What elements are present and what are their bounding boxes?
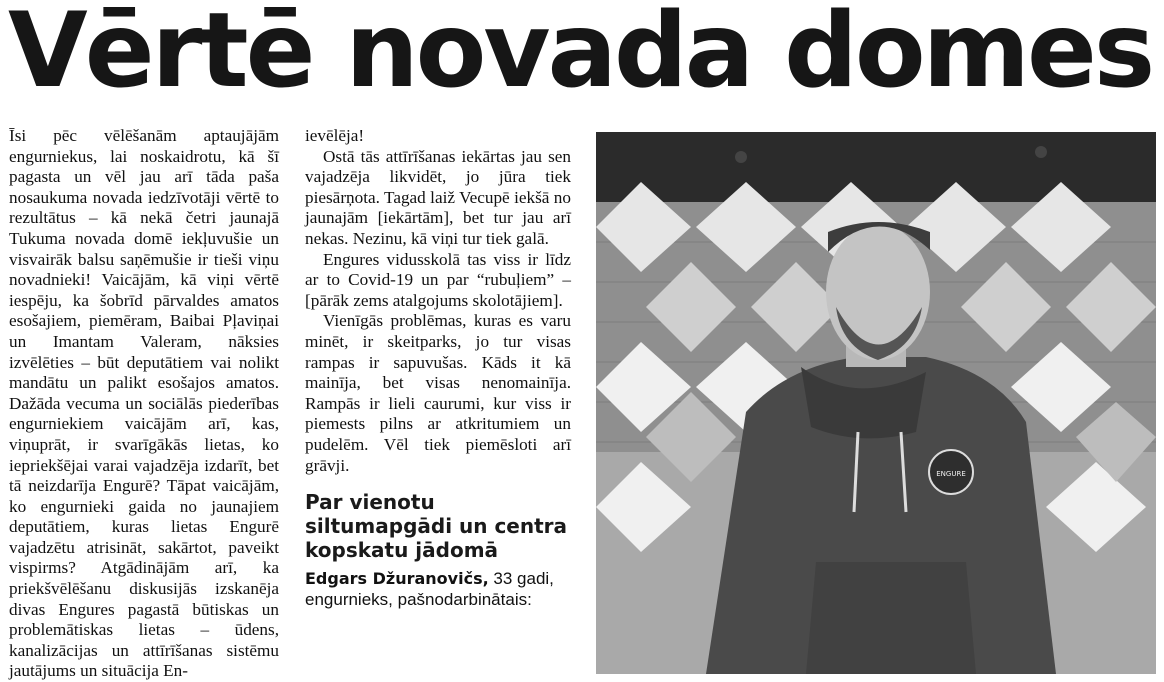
interviewee-name: Edgars Džuranovičs, — [305, 569, 489, 589]
section-subheading: Par vienotu siltumapgādi un centra kopskatu jādomā — [305, 490, 568, 563]
photo-illustration — [596, 132, 1156, 674]
paragraph: Ostā tās attīrīšanas iekārtas jau sen vajadzēja likvidēt, jo jūra tiek piesārņota. Tagad laiž Vecupē iekšā no jaunajām [iekārtām], bet tur jau arī nekas. Nezinu, kā viņi tur tiek galā. — [305, 146, 571, 248]
badge-text: ENGURE — [936, 470, 966, 478]
article-column-2 — [305, 126, 571, 610]
article-column-1 — [9, 126, 279, 682]
portrait-photo — [596, 132, 1156, 674]
paragraph: Vienīgās problēmas, kuras es varu minēt, ir skeitparks, jo tur visas rampas ir sapuvušas. Kāds it kā mainīja, bet visas nenomainīja. Rampās ir lieli caurumi, kur viss ir piemests pilns ar atkritumiem un pudelēm. Vēl tiek piemēsloti arī grāvji. — [305, 311, 571, 475]
interviewee-byline — [305, 568, 571, 610]
headline: Vērtē novada domes — [8, 0, 1153, 110]
paragraph: Engures vidusskolā tas viss ir līdz ar to Covid-19 un par “rubuļiem” – [pārāk zems atalgojums skolotājiem]. — [305, 249, 571, 310]
paragraph-continuation: ievēlēja! — [305, 126, 365, 145]
intro-paragraph: Īsi pēc vēlēšanām aptaujājām engurniekus, lai noskaidrotu, kā šī pagasta un vēl jau arī tāda paša nosaukuma novada iedzīvotāji vērtē to rezultātus – kā nekā četri jaunajā Tukuma novada domē iekļuvušie un visvairāk balsu saņēmušie ir tieši viņu novadnieki! Vaicājām, kā viņi vērtē iespēju, ka šobrīd pārvaldes amatos esošajiem, piemēram, Baibai Pļaviņai un Imantam Valeram, nāksies izvēlēties – būt deputātiem vai nolikt mandātu un palikt esošajos amatos. Dažāda vecuma un sociālās piederības engurniekiem vaicājām arī, kas, viņuprāt, ir svarīgākās lietas, ko iepriekšējai varai vajadzēja izdarīt, bet tā neizdarīja Engurē? Tāpat vaicājām, ko engurnieki gaida no jaunajiem deputātiem, kuras lietas Engurē vajadzētu atrisināt, sakārtot, paveikt vispirms? Atgādinājām arī, ka priekšvēlēšanu diskusijās izskanēja divas Engures pagastā būtiskas un problemātiskas lietas – ūdens, kanalizācijas un attīrīšanas sistēmu jautājums un situācija En- — [9, 126, 279, 681]
interviewee-details: 33 gadi, engurnieks, pašnodarbinātais: — [305, 569, 554, 610]
